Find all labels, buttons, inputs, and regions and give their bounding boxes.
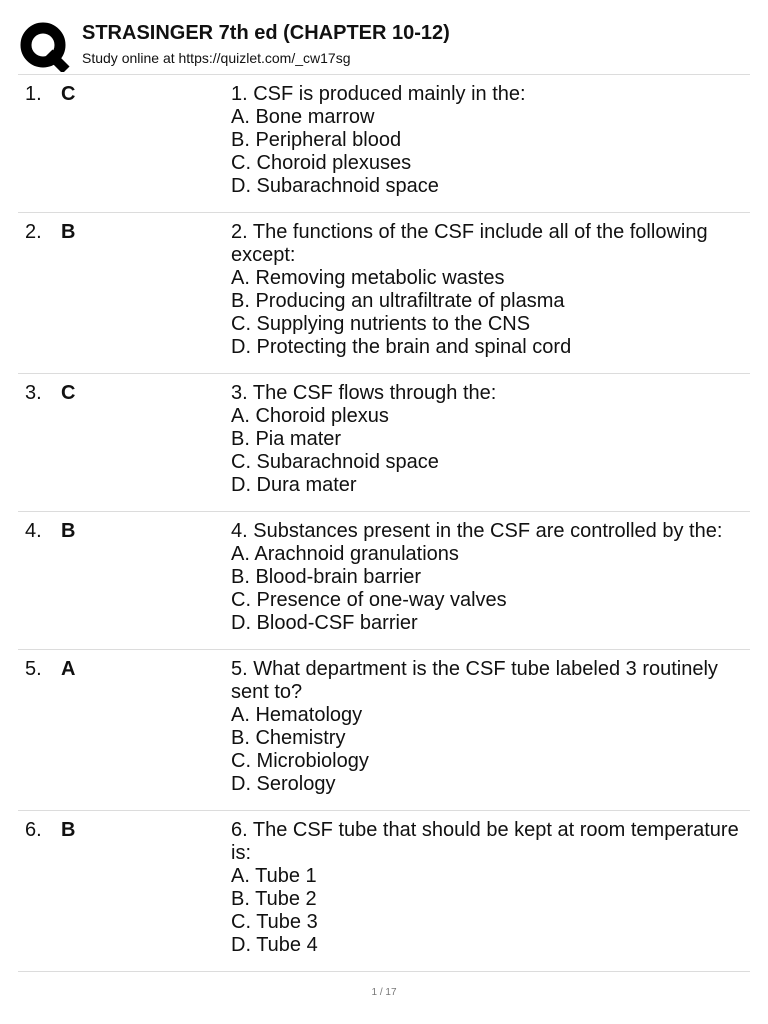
card-option: C. Supplying nutrients to the CNS (231, 313, 531, 335)
card-answer: C (61, 83, 76, 105)
card-option: A. Tube 1 (231, 865, 317, 887)
card-option: A. Removing metabolic wastes (231, 267, 505, 289)
card-question-text: 4. Substances present in the CSF are controlled by the: (231, 520, 723, 542)
card-option: C. Choroid plexuses (231, 152, 412, 174)
card-option: D. Blood-CSF barrier (231, 612, 418, 634)
card-option: B. Blood-brain barrier (231, 566, 422, 588)
card-option: C. Microbiology (231, 750, 369, 772)
study-online-link[interactable]: Study online at https://quizlet.com/_cw17sg (82, 50, 351, 66)
card-option: B. Pia mater (231, 428, 342, 450)
card-question-text: 2. The functions of the CSF include all of the following except: (231, 221, 708, 266)
flashcard-row (18, 512, 750, 650)
card-answer: A (61, 658, 76, 680)
flashcard-row (18, 75, 750, 213)
card-question-text: 5. What department is the CSF tube labeled 3 routinely sent to? (231, 658, 718, 703)
document-title: STRASINGER 7th ed (CHAPTER 10-12) (82, 22, 450, 44)
card-option: D. Protecting the brain and spinal cord (231, 336, 572, 358)
card-number: 2. (25, 221, 42, 243)
card-question-block (231, 520, 746, 635)
flashcard-list (18, 74, 750, 972)
card-option: C. Tube 3 (231, 911, 318, 933)
card-question-text: 1. CSF is produced mainly in the: (231, 83, 526, 105)
card-option: D. Subarachnoid space (231, 175, 439, 197)
card-option: C. Presence of one-way valves (231, 589, 507, 611)
card-option: A. Choroid plexus (231, 405, 389, 427)
card-answer: B (61, 221, 76, 243)
card-question-block (231, 83, 746, 198)
card-number: 5. (25, 658, 42, 680)
page-header (0, 0, 768, 74)
card-answer: B (61, 520, 76, 542)
card-option: B. Producing an ultrafiltrate of plasma (231, 290, 565, 312)
card-option: D. Tube 4 (231, 934, 318, 956)
card-question-text: 3. The CSF flows through the: (231, 382, 497, 404)
quizlet-logo-icon (20, 22, 70, 72)
card-question-block (231, 221, 746, 359)
card-number: 4. (25, 520, 42, 542)
card-answer: B (61, 819, 76, 841)
card-question-block (231, 382, 746, 497)
card-option: C. Subarachnoid space (231, 451, 439, 473)
card-option: A. Arachnoid granulations (231, 543, 459, 565)
card-number: 3. (25, 382, 42, 404)
card-option: B. Tube 2 (231, 888, 317, 910)
flashcard-row (18, 650, 750, 811)
card-answer: C (61, 382, 76, 404)
card-question-block (231, 658, 746, 796)
flashcard-row (18, 374, 750, 512)
card-number: 6. (25, 819, 42, 841)
card-option: B. Peripheral blood (231, 129, 402, 151)
card-option: A. Bone marrow (231, 106, 375, 128)
card-option: B. Chemistry (231, 727, 346, 749)
page-indicator: 1 / 17 (371, 987, 397, 998)
card-question-text: 6. The CSF tube that should be kept at room temperature is: (231, 819, 739, 864)
card-option: D. Serology (231, 773, 336, 795)
card-number: 1. (25, 83, 42, 105)
flashcard-row (18, 213, 750, 374)
card-option: D. Dura mater (231, 474, 357, 496)
card-option: A. Hematology (231, 704, 363, 726)
flashcard-row (18, 811, 750, 972)
card-question-block (231, 819, 746, 957)
